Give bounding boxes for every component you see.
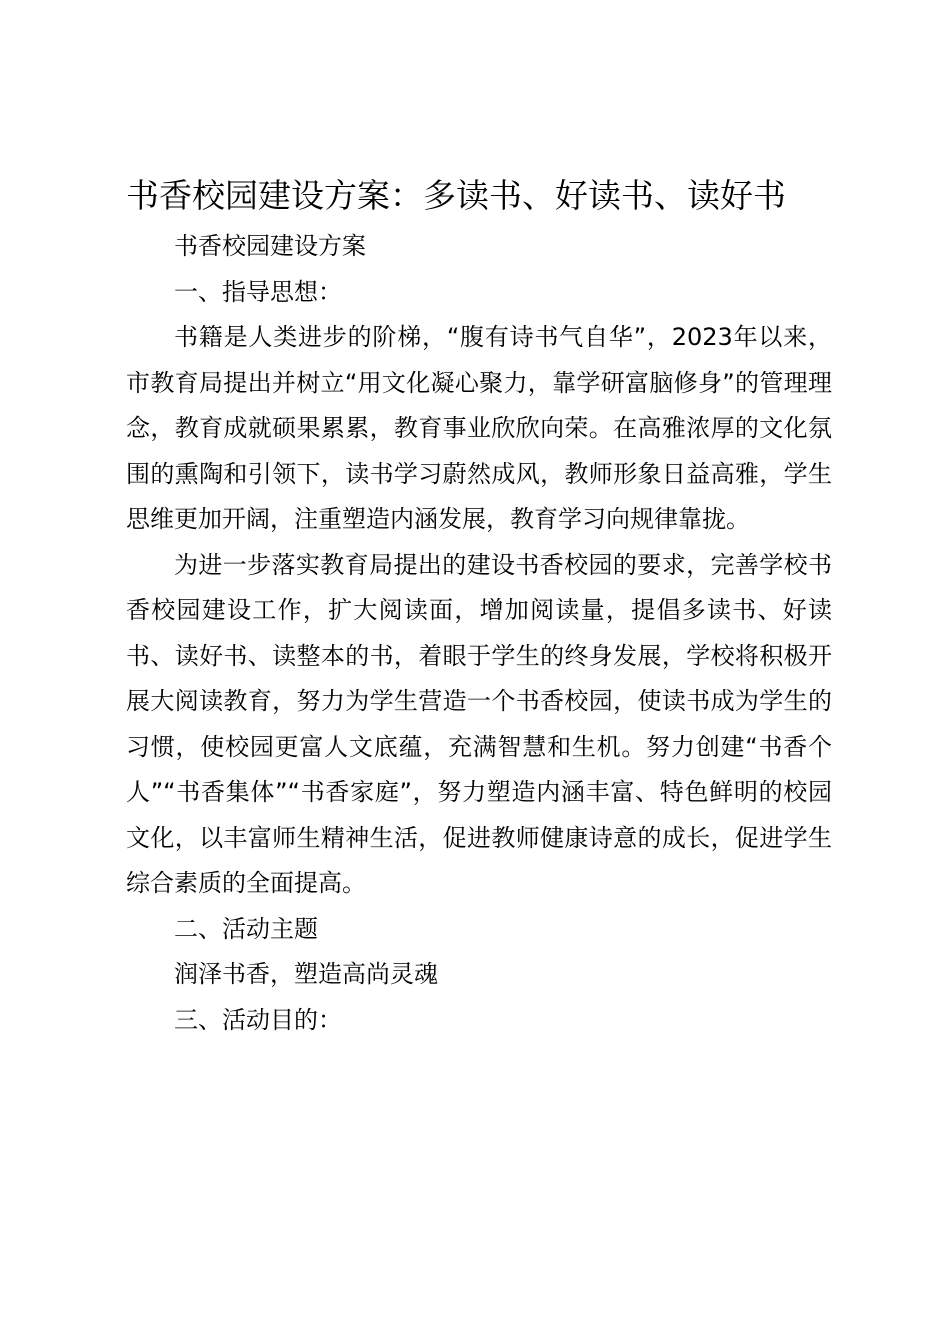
activity-theme-text: 润泽书香，塑造高尚灵魂 <box>174 960 438 988</box>
document-body <box>126 224 832 1043</box>
document-title: 书香校园建设方案：多读书、好读书、读好书 <box>126 176 786 215</box>
body-paragraph: 书籍是人类进步的阶梯，“腹有诗书气自华”，2023年以来，市教育局提出并树立“用文化凝心聚力，靠学研富脑修身”的管理理念，教育成就硕果累累，教育事业欣欣向荣。在高雅浓厚的文化氛围的熏陶和引领下，读书学习蔚然成风，教师形象日益高雅，学生思维更加开阔，注重塑造内涵发展，教育学习向规律靠拢。 <box>126 323 832 533</box>
section-heading-guiding-ideology: 一、指导思想： <box>174 277 342 306</box>
subtitle-paragraph: 书香校园建设方案 <box>174 232 366 260</box>
body-paragraph: 为进一步落实教育局提出的建设书香校园的要求，完善学校书香校园建设工作，扩大阅读面，增加阅读量，提倡多读书、好读书、读好书、读整本的书，着眼于学生的终身发展，学校将积极开展大阅读教育，努力为学生营造一个书香校园，使读书成为学生的习惯，使校园更富人文底蕴，充满智慧和生机。努力创建“书香个人”“书香集体”“书香家庭”，努力塑造内涵丰富、特色鲜明的校园文化，以丰富师生精神生活，促进教师健康诗意的成长，促进学生综合素质的全面提高。 <box>126 550 832 897</box>
section-heading-activity-theme: 二、活动主题 <box>174 914 318 943</box>
section-heading-activity-purpose: 三、活动目的： <box>174 1005 342 1034</box>
